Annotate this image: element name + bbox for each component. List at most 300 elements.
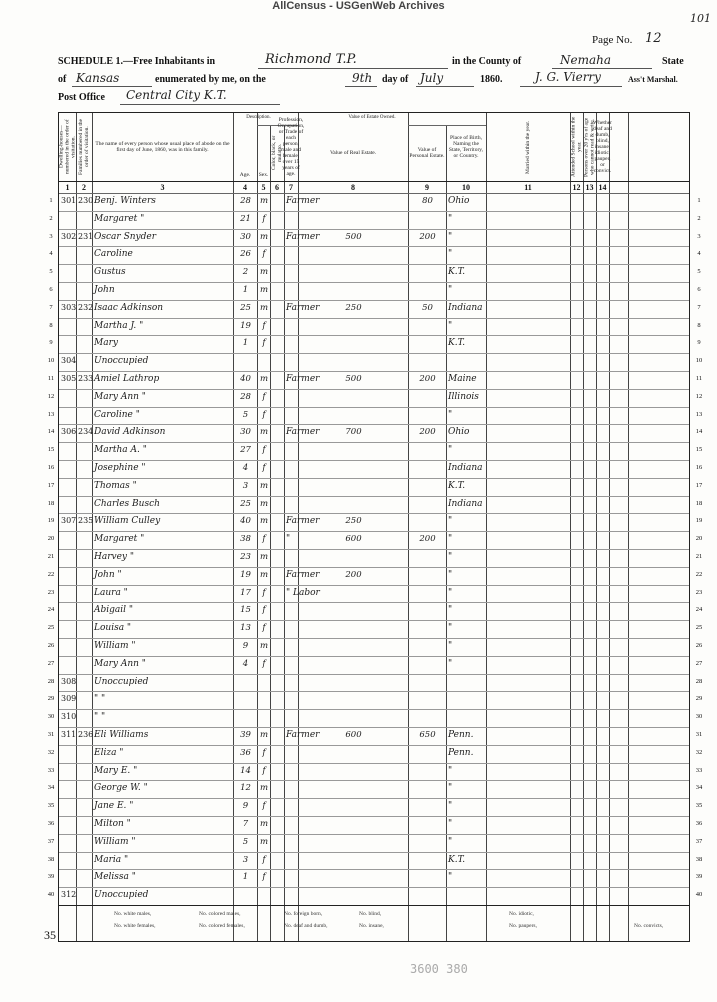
person-name: Caroline "	[94, 409, 140, 420]
birthplace-cell: K.T.	[448, 480, 466, 491]
person-name: William "	[94, 641, 136, 651]
person-name: Amiel Lathrop	[94, 374, 160, 384]
birthplace-cell: "	[448, 213, 453, 224]
table-row	[59, 727, 689, 745]
birthplace-cell: Indiana	[448, 302, 483, 313]
sex-cell: f	[262, 801, 266, 812]
table-row	[59, 780, 689, 798]
totals-foreign-born: No. foreign born,	[284, 911, 323, 917]
state-label: State	[662, 56, 684, 67]
dwelling-number: 309	[61, 694, 77, 704]
occupation-cell: Farmer	[286, 427, 320, 438]
totals-white-females: No. white females,	[114, 923, 156, 929]
totals-rule	[59, 905, 689, 906]
line-number-left: 3	[49, 232, 53, 240]
birthplace-cell: "	[448, 409, 453, 420]
birthplace-cell: "	[448, 819, 453, 829]
sex-cell: m	[259, 516, 269, 527]
person-name: George W. "	[94, 783, 148, 794]
left-margin-mark: 35	[44, 928, 56, 942]
column-header-c1: Dwelling-houses—numbered in the order of visitation.	[58, 119, 77, 175]
person-name: Milton "	[94, 819, 131, 829]
age-cell: 25	[240, 302, 251, 313]
age-cell: 30	[240, 231, 251, 242]
line-number-right: 34	[695, 784, 703, 792]
occupation-cell: Farmer	[286, 516, 320, 527]
table-row	[59, 887, 689, 905]
table-row	[59, 834, 689, 852]
line-number-left: 5	[49, 268, 53, 276]
age-cell: 39	[240, 730, 251, 740]
person-name: Martha J. "	[94, 320, 144, 331]
table-row	[59, 656, 689, 674]
line-number-right: 12	[695, 392, 703, 400]
line-number-left: 10	[47, 357, 55, 365]
day-rule	[345, 86, 377, 87]
person-name: William "	[94, 836, 136, 847]
age-cell: 1	[242, 285, 249, 295]
line-number-left: 36	[47, 820, 55, 827]
table-row	[59, 513, 689, 531]
age-cell: 13	[240, 623, 251, 634]
table-row	[59, 549, 689, 567]
person-name: Charles Busch	[94, 498, 160, 509]
line-number-left: 7	[49, 303, 53, 311]
birthplace-cell: "	[448, 641, 453, 651]
column-number: 9	[425, 183, 429, 192]
person-name: David Adkinson	[94, 427, 166, 438]
person-name: Unoccupied	[94, 676, 149, 687]
dwelling-number: 306	[61, 427, 77, 437]
table-row	[59, 852, 689, 870]
sex-cell: m	[259, 302, 269, 313]
age-cell: 5	[242, 836, 249, 847]
person-name: Thomas "	[94, 480, 137, 491]
line-number-right: 26	[695, 642, 703, 649]
estate-group-header: Value of Estate Owned.	[348, 115, 396, 120]
person-name: John	[94, 285, 115, 295]
table-row	[59, 585, 689, 603]
marshal-rule	[520, 86, 622, 87]
state-rule	[72, 86, 152, 87]
table-row	[59, 531, 689, 549]
column-number: 2	[82, 183, 86, 192]
column-header-c7: Profession, Occupation, or Trade of each person, male and female, over 15 years of age.	[277, 117, 305, 177]
line-number-left: 24	[47, 606, 55, 614]
occupation-cell: "	[286, 534, 291, 545]
line-number-left: 2	[49, 214, 53, 222]
age-cell: 3	[242, 854, 249, 865]
totals-deaf-dumb: No. deaf and dumb,	[284, 923, 328, 929]
sex-cell: m	[259, 480, 269, 491]
sex-cell: f	[262, 623, 266, 634]
birthplace-cell: "	[448, 534, 453, 545]
table-row	[59, 371, 689, 389]
line-number-right: 15	[695, 446, 703, 454]
table-row	[59, 460, 689, 478]
real-estate-cell: 500	[345, 374, 362, 384]
day-value: 9th	[352, 71, 373, 85]
line-number-right: 13	[695, 410, 703, 418]
line-number-left: 20	[47, 535, 55, 543]
real-estate-cell: 250	[345, 516, 362, 527]
sex-cell: m	[259, 569, 269, 580]
table-row	[59, 424, 689, 442]
column-header-c12: Attended School within the year.	[570, 116, 583, 178]
birthplace-cell: Indiana	[448, 498, 483, 509]
sex-cell: f	[262, 587, 266, 598]
line-number-left: 21	[47, 553, 55, 560]
description-group-header: Description.	[246, 115, 271, 120]
real-estate-cell: 200	[345, 569, 362, 580]
column-header-c2: Families numbered in the order of visitation.	[78, 118, 90, 176]
column-number: 4	[243, 183, 247, 192]
county-rule	[552, 68, 652, 69]
year-label: 1860.	[480, 74, 503, 85]
person-name: Unoccupied	[94, 890, 149, 901]
table-row	[59, 763, 689, 781]
birthplace-cell: Illinois	[448, 391, 479, 402]
table-row	[59, 602, 689, 620]
age-cell: 9	[242, 801, 249, 812]
sex-cell: f	[262, 854, 266, 865]
table-row	[59, 496, 689, 514]
line-number-right: 21	[695, 553, 703, 560]
archive-banner: AllCensus - USGenWeb Archives	[272, 0, 445, 12]
person-name: Maria "	[94, 854, 129, 865]
birthplace-cell: "	[448, 801, 453, 812]
sex-cell: m	[259, 836, 269, 847]
line-number-right: 31	[695, 731, 703, 738]
line-number-right: 7	[697, 303, 701, 311]
birthplace-cell: Maine	[448, 374, 477, 384]
dwelling-number: 302	[61, 231, 77, 241]
person-name: Mary E. "	[94, 765, 138, 776]
totals-white-males: No. white males,	[114, 911, 152, 917]
line-number-left: 37	[47, 837, 55, 845]
line-number-right: 1	[697, 197, 701, 204]
day-of-label: day of	[382, 74, 409, 85]
of-label: of	[58, 74, 67, 85]
birthplace-cell: K.T.	[448, 338, 466, 349]
sex-cell: m	[259, 285, 269, 295]
age-cell: 26	[240, 249, 251, 260]
person-name: Benj. Winters	[94, 196, 156, 206]
person-name: Jane E. "	[94, 801, 134, 812]
birthplace-cell: "	[448, 783, 453, 794]
header-bottom-rule	[59, 181, 689, 182]
family-number: 230	[78, 196, 94, 205]
sex-cell: f	[262, 747, 266, 758]
age-cell: 4	[242, 463, 249, 473]
column-number: 14	[598, 183, 607, 192]
totals-insane: No. insane,	[359, 923, 384, 929]
age-cell: 27	[240, 445, 251, 456]
township-value: Richmond T.P.	[265, 52, 357, 67]
totals-convicts: No. convicts,	[634, 923, 664, 929]
line-number-left: 16	[47, 464, 55, 471]
line-number-right: 37	[695, 837, 703, 845]
line-number-left: 11	[47, 375, 55, 382]
real-estate-cell: 600	[345, 534, 362, 545]
line-number-left: 6	[49, 286, 53, 293]
occupation-cell: " Labor	[286, 587, 320, 598]
page-number: 12	[645, 31, 662, 46]
birthplace-cell: Penn.	[448, 730, 474, 740]
person-name: Harvey "	[94, 552, 135, 562]
age-cell: 9	[242, 641, 249, 651]
family-number: 232	[78, 302, 94, 312]
line-number-left: 33	[47, 766, 55, 774]
table-row	[59, 318, 689, 336]
sex-cell: f	[262, 409, 266, 420]
person-name: Josephine "	[94, 463, 146, 473]
birthplace-cell: "	[448, 445, 453, 456]
birthplace-cell: "	[448, 231, 453, 242]
state-value: Kansas	[76, 71, 120, 85]
real-estate-cell: 700	[345, 427, 362, 438]
occupation-cell: Farmer	[286, 231, 320, 242]
sex-cell: m	[259, 730, 269, 740]
table-row	[59, 264, 689, 282]
person-name: Margaret "	[94, 534, 145, 545]
line-number-right: 29	[695, 695, 703, 703]
age-cell: 5	[242, 409, 249, 420]
table-row	[59, 282, 689, 300]
line-number-right: 18	[695, 499, 703, 507]
line-number-right: 14	[695, 428, 703, 436]
line-number-right: 10	[695, 357, 703, 365]
county-value: Nemaha	[560, 53, 612, 67]
line-number-right: 4	[697, 250, 701, 258]
totals-idiotic: No. idiotic,	[509, 911, 534, 917]
birthplace-cell: "	[448, 658, 453, 669]
dwelling-number: 301	[61, 196, 77, 205]
post-office-label: Post Office	[58, 92, 105, 103]
age-cell: 28	[240, 196, 251, 206]
line-number-left: 27	[47, 659, 55, 667]
post-office-rule	[120, 104, 280, 105]
table-row	[59, 638, 689, 656]
table-row	[59, 674, 689, 692]
table-row	[59, 620, 689, 638]
sex-cell: f	[262, 605, 266, 616]
line-number-left: 32	[47, 748, 55, 756]
line-number-right: 16	[695, 464, 703, 471]
dwelling-number: 311	[61, 730, 77, 739]
line-number-left: 9	[49, 339, 53, 347]
sex-cell: m	[259, 819, 269, 829]
line-number-left: 22	[47, 570, 55, 578]
person-name: Martha A. "	[94, 445, 147, 456]
dwelling-number: 307	[61, 516, 77, 526]
table-row	[59, 869, 689, 887]
person-name: Caroline	[94, 249, 133, 260]
dwelling-number: 303	[61, 302, 77, 312]
person-name: Margaret "	[94, 213, 145, 224]
personal-estate-cell: 200	[419, 374, 436, 384]
line-number-right: 3	[697, 232, 701, 240]
totals-colored-females: No. colored females,	[199, 923, 245, 929]
sex-cell: m	[259, 552, 269, 562]
sex-cell: f	[262, 445, 266, 456]
birthplace-cell: "	[448, 285, 453, 295]
line-number-right: 36	[695, 820, 703, 827]
line-number-left: 13	[47, 410, 55, 418]
line-number-left: 8	[49, 321, 53, 329]
dwelling-number: 310	[61, 712, 77, 722]
line-number-right: 6	[697, 286, 701, 293]
sex-cell: f	[262, 534, 266, 545]
line-number-left: 28	[47, 677, 55, 685]
column-header-c10: Place of Birth, Naming the State, Territory, or Country.	[448, 135, 484, 159]
census-table	[47, 112, 703, 942]
personal-estate-cell: 200	[419, 427, 436, 438]
line-number-left: 4	[49, 250, 53, 258]
line-number-left: 34	[47, 784, 55, 792]
sex-cell: f	[262, 463, 266, 473]
totals-blind: No. blind,	[359, 911, 382, 917]
line-number-left: 12	[47, 392, 55, 400]
birthplace-cell: "	[448, 552, 453, 562]
line-number-right: 11	[695, 375, 703, 382]
column-header-c4: Age.	[239, 172, 251, 178]
line-number-left: 40	[47, 891, 55, 899]
line-number-right: 27	[695, 659, 703, 667]
person-name: Unoccupied	[94, 356, 149, 367]
age-cell: 19	[240, 320, 251, 331]
table-row	[59, 816, 689, 834]
occupation-cell: Farmer	[286, 374, 320, 384]
person-name: Isaac Adkinson	[94, 302, 164, 313]
line-number-left: 29	[47, 695, 55, 703]
person-name: Gustus	[94, 267, 126, 278]
line-number-left: 17	[47, 481, 55, 489]
line-number-left: 23	[47, 588, 55, 596]
birthplace-cell: Ohio	[448, 427, 470, 438]
personal-estate-cell: 80	[422, 196, 433, 206]
family-number: 234	[78, 427, 94, 437]
personal-estate-cell: 50	[422, 302, 433, 313]
sex-cell: f	[262, 320, 266, 331]
line-number-left: 14	[47, 428, 55, 436]
table-row	[59, 193, 689, 211]
county-label: in the County of	[452, 56, 522, 67]
birthplace-cell: "	[448, 605, 453, 616]
occupation-cell: Farmer	[286, 730, 320, 740]
table-row	[59, 407, 689, 425]
dwelling-number: 304	[61, 356, 77, 366]
totals-colored-males: No. colored males,	[199, 911, 241, 917]
birthplace-cell: Ohio	[448, 196, 470, 206]
dwelling-number: 305	[61, 374, 77, 383]
column-number: 5	[261, 183, 266, 192]
line-number-left: 38	[47, 855, 55, 863]
person-name: Mary	[94, 338, 118, 349]
table-row	[59, 246, 689, 264]
age-cell: 2	[242, 267, 249, 278]
line-number-right: 17	[695, 481, 703, 489]
post-office-value: Central City K.T.	[126, 88, 227, 102]
line-number-right: 35	[695, 802, 703, 810]
column-number: 7	[289, 183, 293, 192]
line-number-right: 8	[697, 321, 701, 329]
line-number-right: 19	[695, 517, 703, 525]
line-number-right: 25	[695, 624, 703, 632]
age-cell: 21	[240, 213, 251, 224]
age-cell: 28	[240, 391, 251, 402]
line-number-left: 15	[47, 446, 55, 454]
sex-cell: m	[259, 641, 269, 651]
birthplace-cell: "	[448, 516, 453, 527]
table-row	[59, 442, 689, 460]
age-cell: 30	[240, 427, 251, 438]
birthplace-cell: "	[448, 836, 453, 847]
township-rule	[258, 68, 448, 69]
sex-cell: m	[259, 374, 269, 384]
person-name: Abigail "	[94, 605, 134, 616]
corner-number: 101	[690, 12, 711, 25]
page-label: Page No.	[592, 34, 633, 46]
age-cell: 40	[240, 516, 251, 527]
column-number: 3	[160, 183, 165, 192]
line-number-left: 1	[49, 197, 53, 204]
person-name: " "	[94, 694, 106, 705]
person-name: Eli Williams	[94, 730, 149, 740]
birthplace-cell: "	[448, 249, 453, 260]
line-number-right: 23	[695, 588, 703, 596]
column-header-c5: Sex.	[258, 172, 269, 178]
column-header-c9: Value of Personal Estate.	[409, 147, 445, 159]
line-number-right: 5	[697, 268, 701, 276]
table-row	[59, 300, 689, 318]
table-row	[59, 389, 689, 407]
birthplace-cell: Penn.	[448, 747, 474, 758]
dwelling-number: 312	[61, 890, 77, 900]
person-name: " "	[94, 712, 106, 723]
sex-cell: f	[262, 391, 266, 402]
line-number-right: 9	[697, 339, 701, 347]
marshal-label: Ass't Marshal.	[628, 75, 678, 84]
age-cell: 1	[242, 338, 249, 349]
table-row	[59, 709, 689, 727]
line-number-right: 28	[695, 677, 703, 685]
occupation-cell: Farmer	[286, 569, 320, 580]
age-cell: 15	[240, 605, 251, 616]
sex-cell: m	[259, 427, 269, 438]
line-number-left: 35	[47, 802, 55, 810]
sex-cell: m	[259, 267, 269, 278]
age-cell: 12	[240, 783, 251, 794]
line-number-left: 30	[47, 713, 55, 721]
person-name: Mary Ann "	[94, 658, 146, 669]
age-cell: 38	[240, 534, 251, 545]
line-number-left: 31	[47, 731, 55, 738]
age-cell: 1	[242, 872, 249, 883]
family-number: 235	[78, 516, 94, 526]
schedule-title: SCHEDULE 1.—Free Inhabitants in	[58, 56, 216, 67]
column-number: 8	[351, 183, 355, 192]
line-number-right: 32	[695, 748, 703, 756]
line-number-right: 30	[695, 713, 703, 721]
birthplace-cell: "	[448, 765, 453, 776]
birthplace-cell: K.T.	[448, 267, 466, 278]
column-number: 6	[275, 183, 279, 192]
family-number: 233	[78, 374, 94, 383]
person-name: Oscar Snyder	[94, 231, 157, 242]
table-row	[59, 229, 689, 247]
occupation-cell: Farmer	[286, 302, 320, 313]
